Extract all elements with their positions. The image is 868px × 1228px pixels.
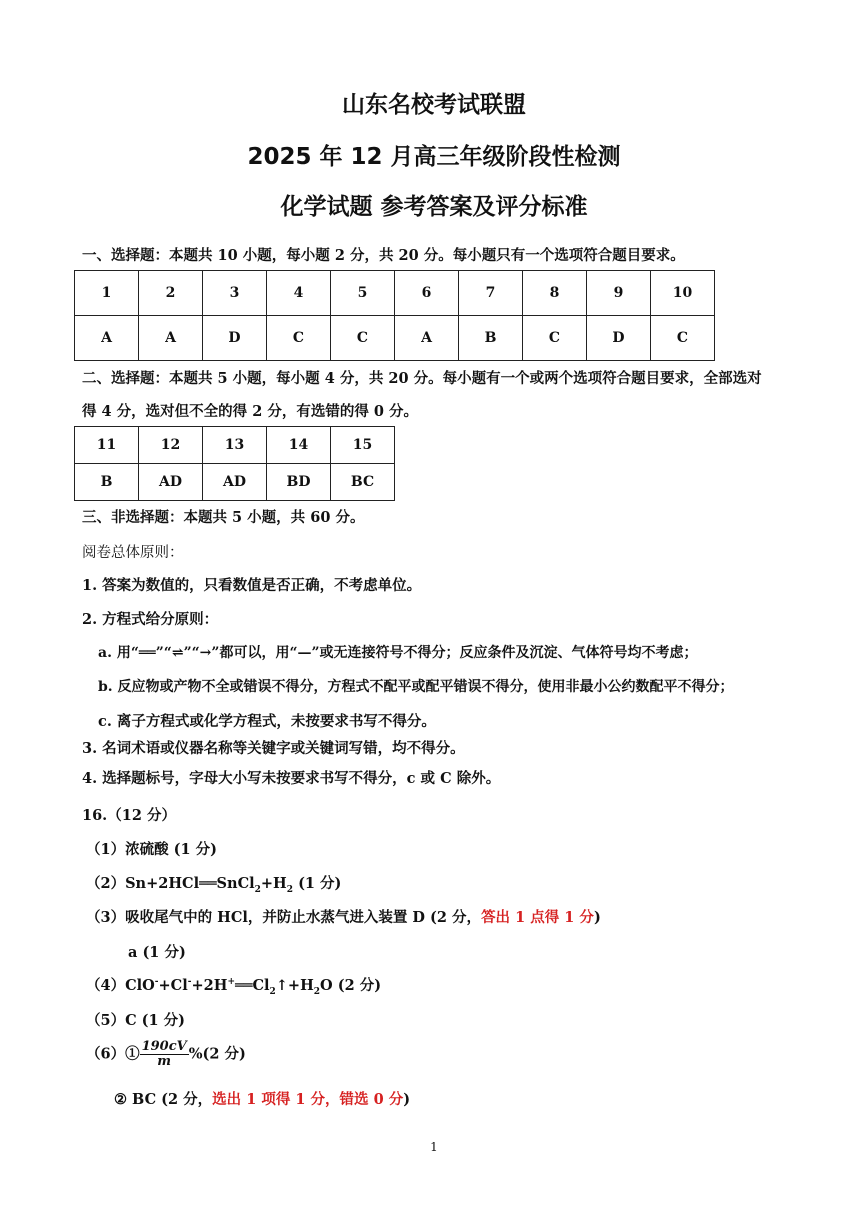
text: ) — [403, 1091, 411, 1108]
q16-answer-3b: a (1 分) — [128, 944, 186, 961]
fraction — [140, 1040, 189, 1069]
principle-2c: c. 离子方程式或化学方程式，未按要求书写不得分。 — [98, 713, 436, 730]
table-cell: A — [139, 316, 203, 361]
table-cell: AD — [203, 464, 267, 501]
table-cell: 7 — [459, 271, 523, 316]
principle-4: 4. 选择题标号，字母大小写未按要求书写不得分，c 或 C 除外。 — [82, 770, 501, 787]
table-cell: B — [75, 464, 139, 501]
text: +Cl — [158, 977, 188, 994]
table-cell: B — [459, 316, 523, 361]
principle-2: 2. 方程式给分原则： — [82, 611, 219, 628]
scoring-note: 选出 1 项得 1 分，错选 0 分 — [212, 1091, 404, 1108]
subscript: 2 — [313, 986, 321, 997]
text: +H — [260, 875, 287, 892]
q16-title: 16.（12 分） — [82, 807, 176, 824]
table-cell: C — [267, 316, 331, 361]
subscript: 2 — [286, 884, 294, 895]
table-cell: C — [523, 316, 587, 361]
section1-intro: 一、选择题：本题共 10 小题，每小题 2 分，共 20 分。每小题只有一个选项符合题目要求。 — [82, 247, 685, 264]
table-cell: 10 — [651, 271, 715, 316]
principles-title: 阅卷总体原则： — [82, 545, 184, 561]
text: （2）Sn+2HCl══SnCl — [86, 875, 255, 892]
scoring-note: 答出 1 点得 1 分 — [481, 909, 594, 926]
table-cell: D — [203, 316, 267, 361]
table-cell: BD — [267, 464, 331, 501]
table-cell: 12 — [139, 427, 203, 464]
table-cell: 13 — [203, 427, 267, 464]
q16-answer-4 — [86, 974, 381, 997]
section3-intro: 三、非选择题：本题共 5 小题，共 60 分。 — [82, 509, 365, 526]
table-cell: 5 — [331, 271, 395, 316]
text: +2H — [191, 977, 228, 994]
answer-table-2 — [74, 426, 395, 501]
table-cell: 14 — [267, 427, 331, 464]
text: ↑+H — [275, 977, 314, 994]
table-cell: A — [75, 316, 139, 361]
table-cell: D — [587, 316, 651, 361]
subscript: 2 — [254, 884, 261, 895]
table-cell: 2 — [139, 271, 203, 316]
table-cell: 9 — [587, 271, 651, 316]
q16-answer-5: （5）C (1 分) — [86, 1012, 186, 1029]
table-cell: C — [331, 316, 395, 361]
text: (1 分) — [293, 875, 342, 892]
superscript: - — [187, 977, 192, 988]
table-cell: AD — [139, 464, 203, 501]
table-cell: 6 — [395, 271, 459, 316]
q16-answer-1: （1）浓硫酸 (1 分) — [86, 841, 217, 858]
text: O (2 分) — [320, 977, 382, 994]
page-number: 1 — [430, 1140, 438, 1154]
text: （6）① — [86, 1045, 140, 1063]
principle-2a: a. 用“══”“⇌”“→”都可以，用“—”或无连接符号不得分；反应条件及沉淀、气体符号均不考虑； — [98, 645, 698, 661]
principle-2b: b. 反应物或产物不全或错误不得分，方程式不配平或配平错误不得分，使用非最小公约数配平不得分； — [98, 679, 734, 695]
subscript: 2 — [269, 986, 276, 997]
title-line-1: 山东名校考试联盟 — [342, 92, 526, 118]
principle-3: 3. 名词术语或仪器名称等关键字或关键词写错，均不得分。 — [82, 740, 465, 757]
text: （4）ClO — [86, 977, 155, 994]
answer-table-1 — [74, 270, 715, 361]
table1-number-row — [75, 271, 715, 316]
table-cell: 3 — [203, 271, 267, 316]
text: ) — [593, 909, 601, 926]
fraction-denominator: m — [157, 1054, 172, 1069]
table-cell: 11 — [75, 427, 139, 464]
table2-number-row — [75, 427, 395, 464]
table-cell: A — [395, 316, 459, 361]
table-cell: 8 — [523, 271, 587, 316]
section2-intro-1: 二、选择题：本题共 5 小题，每小题 4 分，共 20 分。每小题有一个或两个选项符合题目要求，全部选对 — [82, 370, 762, 387]
text: %(2 分) — [188, 1045, 246, 1063]
superscript: - — [154, 977, 159, 988]
table-cell: 15 — [331, 427, 395, 464]
title-line-2: 2025 年 12 月高三年级阶段性检测 — [247, 144, 621, 170]
fraction-numerator: 190cV — [141, 1039, 187, 1054]
table-cell: 4 — [267, 271, 331, 316]
text: ② BC (2 分， — [114, 1091, 213, 1108]
superscript: + — [227, 977, 235, 988]
table1-answer-row — [75, 316, 715, 361]
title-line-3: 化学试题 参考答案及评分标准 — [280, 194, 588, 220]
table-cell: 1 — [75, 271, 139, 316]
table-cell: C — [651, 316, 715, 361]
q16-answer-6 — [86, 1040, 246, 1069]
q16-answer-3 — [86, 906, 601, 927]
table-cell: BC — [331, 464, 395, 501]
text: （3）吸收尾气中的 HCl，并防止水蒸气进入装置 D (2 分， — [86, 909, 482, 926]
section2-intro-2: 得 4 分，选对但不全的得 2 分，有选错的得 0 分。 — [82, 403, 419, 420]
text: ══Cl — [234, 977, 270, 994]
table2-answer-row — [75, 464, 395, 501]
q16-answer-7 — [114, 1088, 410, 1109]
q16-answer-2 — [86, 872, 341, 895]
principle-1: 1. 答案为数值的，只看数值是否正确，不考虑单位。 — [82, 577, 422, 594]
